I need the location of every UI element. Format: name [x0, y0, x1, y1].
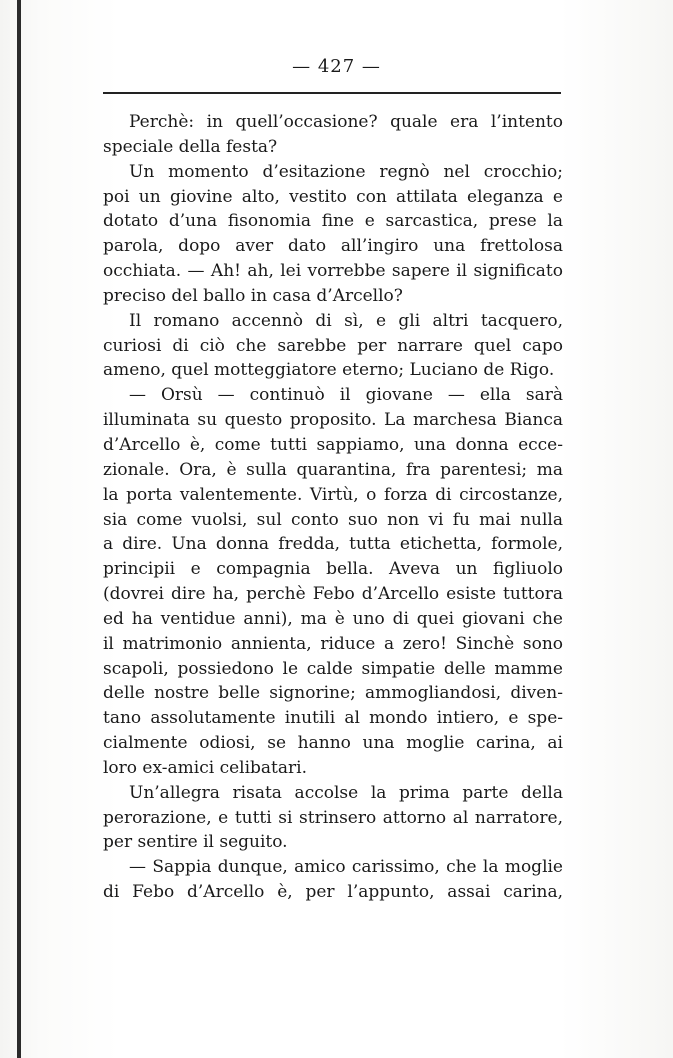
text-line: — Sappia dunque, amico carissimo, che la moglie — [129, 857, 563, 878]
text-line: ed ha ventidue anni), ma è uno di quei giovani che — [103, 608, 563, 629]
page-number: — 427 — — [292, 56, 381, 77]
text-line: illuminata su questo proposito. La marchesa Bianca — [103, 410, 563, 431]
text-line: Un momento d’esitazione regnò nel crocchio; — [129, 161, 563, 182]
text-line: occhiata. — Ah! ah, lei vorrebbe sapere il significato — [103, 261, 563, 282]
text-line: scapoli, possiedono le calde simpatie delle mamme — [103, 658, 563, 679]
text-line: speciale della festa? — [103, 136, 278, 157]
text-line: a dire. Una donna fredda, tutta etichetta, formole, — [103, 534, 563, 555]
text-line: loro ex-amici celibatari. — [103, 757, 307, 778]
text-line: principii e compagnia bella. Aveva un figliuolo — [103, 559, 563, 580]
header-rule — [103, 92, 561, 94]
text-line: d’Arcello è, come tutti sappiamo, una donna ecce- — [103, 434, 563, 455]
text-line: di Febo d’Arcello è, per l’appunto, assai carina, — [103, 882, 563, 903]
text-line: Il romano accennò di sì, e gli altri tacquero, — [129, 310, 563, 331]
text-line: poi un giovine alto, vestito con attilata eleganza e — [103, 186, 563, 207]
text-line: parola, dopo aver dato all’ingiro una frettolosa — [103, 236, 563, 257]
text-line: curiosi di ciò che sarebbe per narrare quel capo — [103, 335, 563, 356]
body-text — [103, 110, 563, 905]
text-line: per sentire il seguito. — [103, 832, 288, 853]
text-line: Un’allegra risata accolse la prima parte della — [129, 782, 563, 803]
text-line: preciso del ballo in casa d’Arcello? — [103, 285, 403, 306]
text-line: zionale. Ora, è sulla quarantina, fra parentesi; ma — [103, 459, 563, 480]
text-line: tano assolutamente inutili al mondo intiero, e spe- — [103, 708, 563, 729]
text-line: — Orsù — continuò il giovane — ella sarà — [129, 385, 563, 406]
text-line: delle nostre belle signorine; ammogliandosi, diven- — [103, 683, 563, 704]
text-line: dotato d’una fisonomia fine e sarcastica, prese la — [103, 211, 563, 232]
text-line: ameno, quel motteggiatore eterno; Luciano de Rigo. — [103, 360, 555, 381]
page-binding-edge — [17, 0, 21, 1058]
text-line: il matrimonio annienta, riduce a zero! Sinchè sono — [103, 633, 563, 654]
text-line: (dovrei dire ha, perchè Febo d’Arcello esiste tuttora — [103, 584, 563, 605]
text-line: Perchè: in quell’occasione? quale era l’intento — [129, 112, 563, 132]
text-line: la porta valentemente. Virtù, o forza di circostanze, — [103, 484, 563, 505]
text-line: cialmente odiosi, se hanno una moglie carina, ai — [103, 733, 563, 754]
text-line: sia come vuolsi, sul conto suo non vi fu mai nulla — [103, 509, 563, 530]
text-line: perorazione, e tutti si strinsero attorno al narratore, — [103, 807, 563, 828]
